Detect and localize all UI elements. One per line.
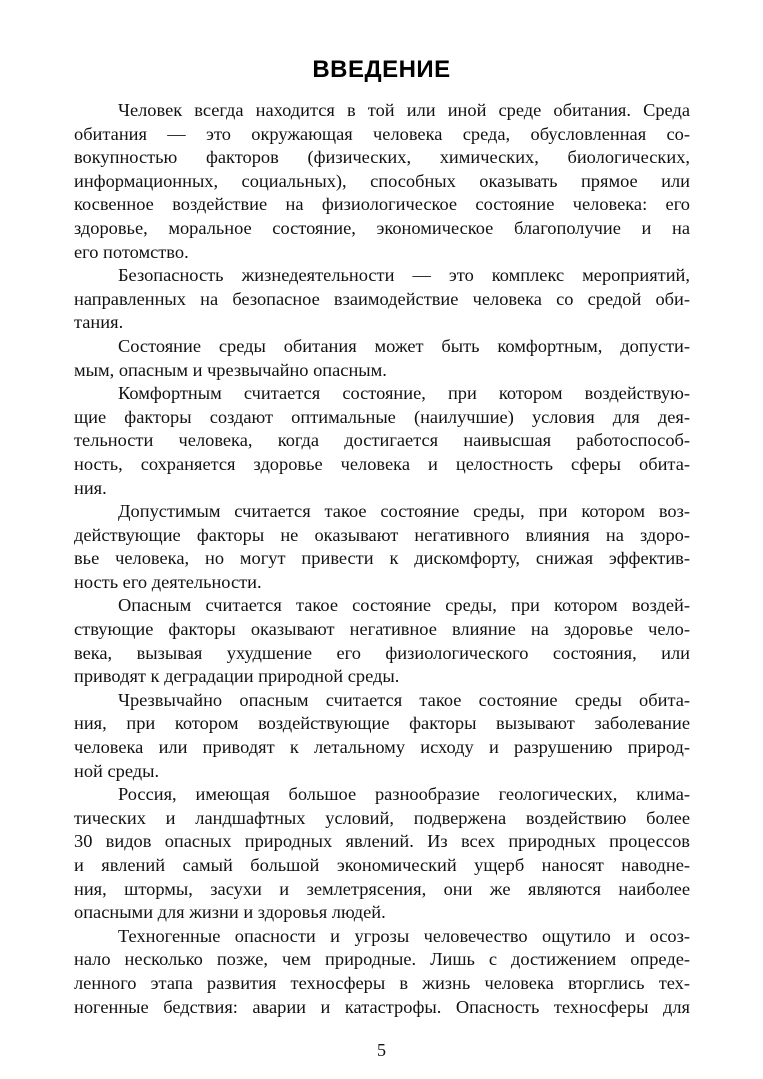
text-line: косвенное воздействие на физиологическое состояние человека: его: [74, 194, 690, 215]
text-line: ния, при котором воздействующие факторы вызывают заболевание: [74, 713, 690, 734]
page-number: 5: [377, 1040, 386, 1060]
text-line: ность, сохраняется здоровье человека и целостность сферы обита-: [74, 453, 690, 474]
text-line: ния.: [74, 477, 107, 498]
text-line: нало несколько позже, чем природные. Лишь с достижением опреде-: [74, 949, 690, 970]
text-line: тических и ландшафтных условий, подвержена воздействию более: [74, 807, 690, 828]
text-line: века, вызывая ухудшение его физиологического состояния, или: [74, 642, 690, 663]
text-line: здоровье, моральное состояние, экономическое благополучие и на: [74, 217, 690, 238]
text-line: и явлений самый большой экономический ущерб наносят наводне-: [74, 855, 690, 875]
text-line: Техногенные опасности и угрозы человечество ощутило и осоз-: [118, 925, 690, 946]
text-line: Комфортным считается состояние, при котором воздействую-: [118, 383, 690, 404]
text-line: направленных на безопасное взаимодействие человека со средой оби-: [74, 288, 690, 309]
text-line: вокупностью факторов (физических, химических, биологических,: [74, 147, 690, 168]
text-line: приводят к деградации природной среды.: [74, 666, 400, 687]
text-line: ность его деятельности.: [74, 571, 262, 592]
text-line: обитания — это окружающая человека среда, обусловленная со-: [74, 123, 690, 144]
text-line: щие факторы создают оптимальные (наилучшие) условия для дея-: [74, 406, 690, 427]
text-line: Человек всегда находится в той или иной среде обитания. Среда: [118, 100, 690, 120]
text-line: тания.: [74, 312, 124, 333]
text-line: информационных, социальных), способных оказывать прямое или: [74, 170, 690, 191]
text-line: вье человека, но могут привести к дискомфорту, снижая эффектив-: [74, 548, 690, 569]
text-line: Чрезвычайно опасным считается такое состояние среды обита-: [118, 689, 690, 710]
text-line: ния, штормы, засухи и землетрясения, они же являются наиболее: [74, 878, 690, 899]
text-line: Допустимым считается такое состояние среды, при котором воз-: [118, 501, 690, 522]
text-line: ствующие факторы оказывают негативное влияние на здоровье чело-: [74, 619, 690, 640]
text-line: Опасным считается такое состояние среды, при котором воздей-: [118, 595, 690, 616]
text-line: его потомство.: [74, 241, 189, 262]
text-line: Состояние среды обитания может быть комфортным, допусти-: [118, 335, 690, 356]
body-text: [74, 99, 690, 1019]
text-line: ной среды.: [74, 760, 160, 781]
text-line: опасными для жизни и здоровья людей.: [74, 902, 386, 923]
text-line: мым, опасным и чрезвычайно опасным.: [74, 359, 387, 380]
text-line: ногенные бедствия: аварии и катастрофы. Опасность техносферы для: [74, 996, 690, 1017]
text-line: 30 видов опасных природных явлений. Из всех природных процессов: [74, 831, 690, 852]
text-line: тельности человека, когда достигается наивысшая работоспособ-: [74, 430, 690, 451]
text-line: Безопасность жизнедеятельности — это комплекс мероприятий,: [118, 265, 690, 286]
text-line: ленного этапа развития техносферы в жизнь человека вторглись тех-: [74, 972, 690, 993]
text-line: человека или приводят к летальному исходу и разрушению природ-: [74, 737, 690, 758]
page-title: ВВЕДЕНИЕ: [312, 56, 451, 83]
text-line: Россия, имеющая большое разнообразие геологических, клима-: [118, 784, 690, 805]
text-line: действующие факторы не оказывают негативного влияния на здоро-: [74, 524, 690, 545]
